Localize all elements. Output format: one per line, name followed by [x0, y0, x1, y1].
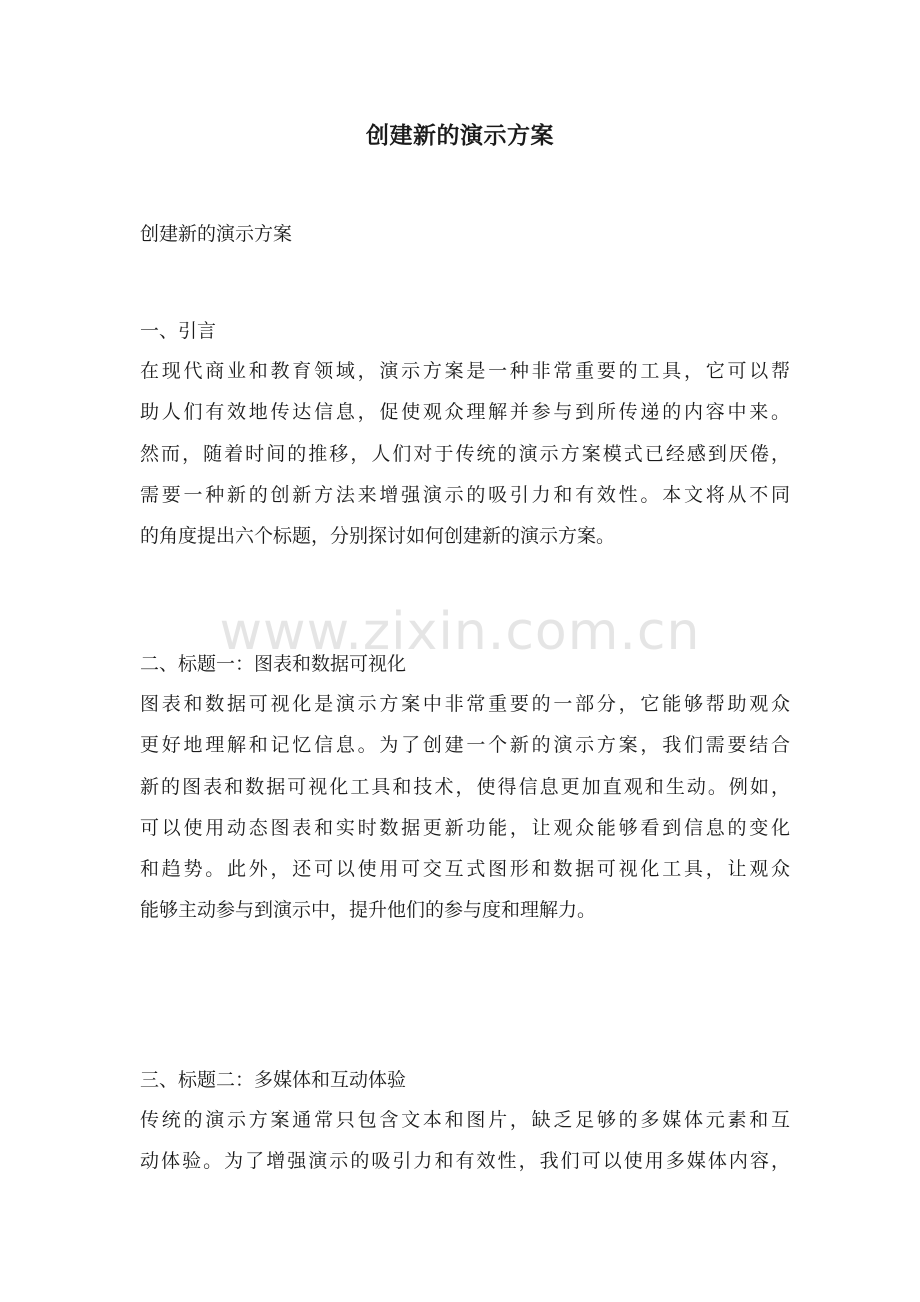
paragraph-line: 在现代商业和教育领域，演示方案是一种非常重要的工具，它可以帮: [140, 360, 790, 382]
paragraph-line: 更好地理解和记忆信息。为了创建一个新的演示方案，我们需要结合: [140, 734, 790, 757]
paragraph-line: 新的图表和数据可视化工具和技术，使得信息更加直观和生动。例如，: [140, 775, 790, 798]
watermark: www.zixin.com.cn: [219, 602, 701, 662]
section-paragraph: [140, 351, 790, 557]
paragraph-line: 图表和数据可视化是演示方案中非常重要的一部分，它能够帮助观众: [140, 693, 790, 715]
section-heading: 一、引言: [140, 320, 217, 342]
paragraph-line: 传统的演示方案通常只包含文本和图片，缺乏足够的多媒体元素和互: [140, 1109, 790, 1131]
section-paragraph: [140, 684, 790, 932]
paragraph-line: 需要一种新的创新方法来增强演示的吸引力和有效性。本文将从不同: [140, 483, 790, 506]
paragraph-line: 能够主动参与到演示中，提升他们的参与度和理解力。: [140, 899, 597, 922]
paragraph-line: 的角度提出六个标题，分别探讨如何创建新的演示方案。: [140, 525, 616, 548]
section-charts-visualization: [140, 646, 790, 932]
section-paragraph: [140, 1100, 790, 1183]
document-title: 创建新的演示方案: [366, 122, 554, 149]
section-introduction: [140, 313, 790, 557]
paragraph-line: 助人们有效地传达信息，促使观众理解并参与到所传递的内容中来。: [140, 401, 790, 424]
paragraph-line: 然而，随着时间的推移，人们对于传统的演示方案模式已经感到厌倦，: [140, 442, 790, 465]
paragraph-line: 可以使用动态图表和实时数据更新功能，让观众能够看到信息的变化: [140, 816, 790, 839]
section-multimedia-interaction: [140, 1062, 790, 1183]
document-subtitle: 创建新的演示方案: [140, 223, 293, 245]
section-heading: 二、标题一：图表和数据可视化: [140, 653, 407, 675]
paragraph-line: 和趋势。此外，还可以使用可交互式图形和数据可视化工具，让观众: [140, 858, 790, 881]
paragraph-line: 动体验。为了增强演示的吸引力和有效性，我们可以使用多媒体内容，: [140, 1150, 790, 1173]
section-heading: 三、标题二：多媒体和互动体验: [140, 1069, 407, 1091]
